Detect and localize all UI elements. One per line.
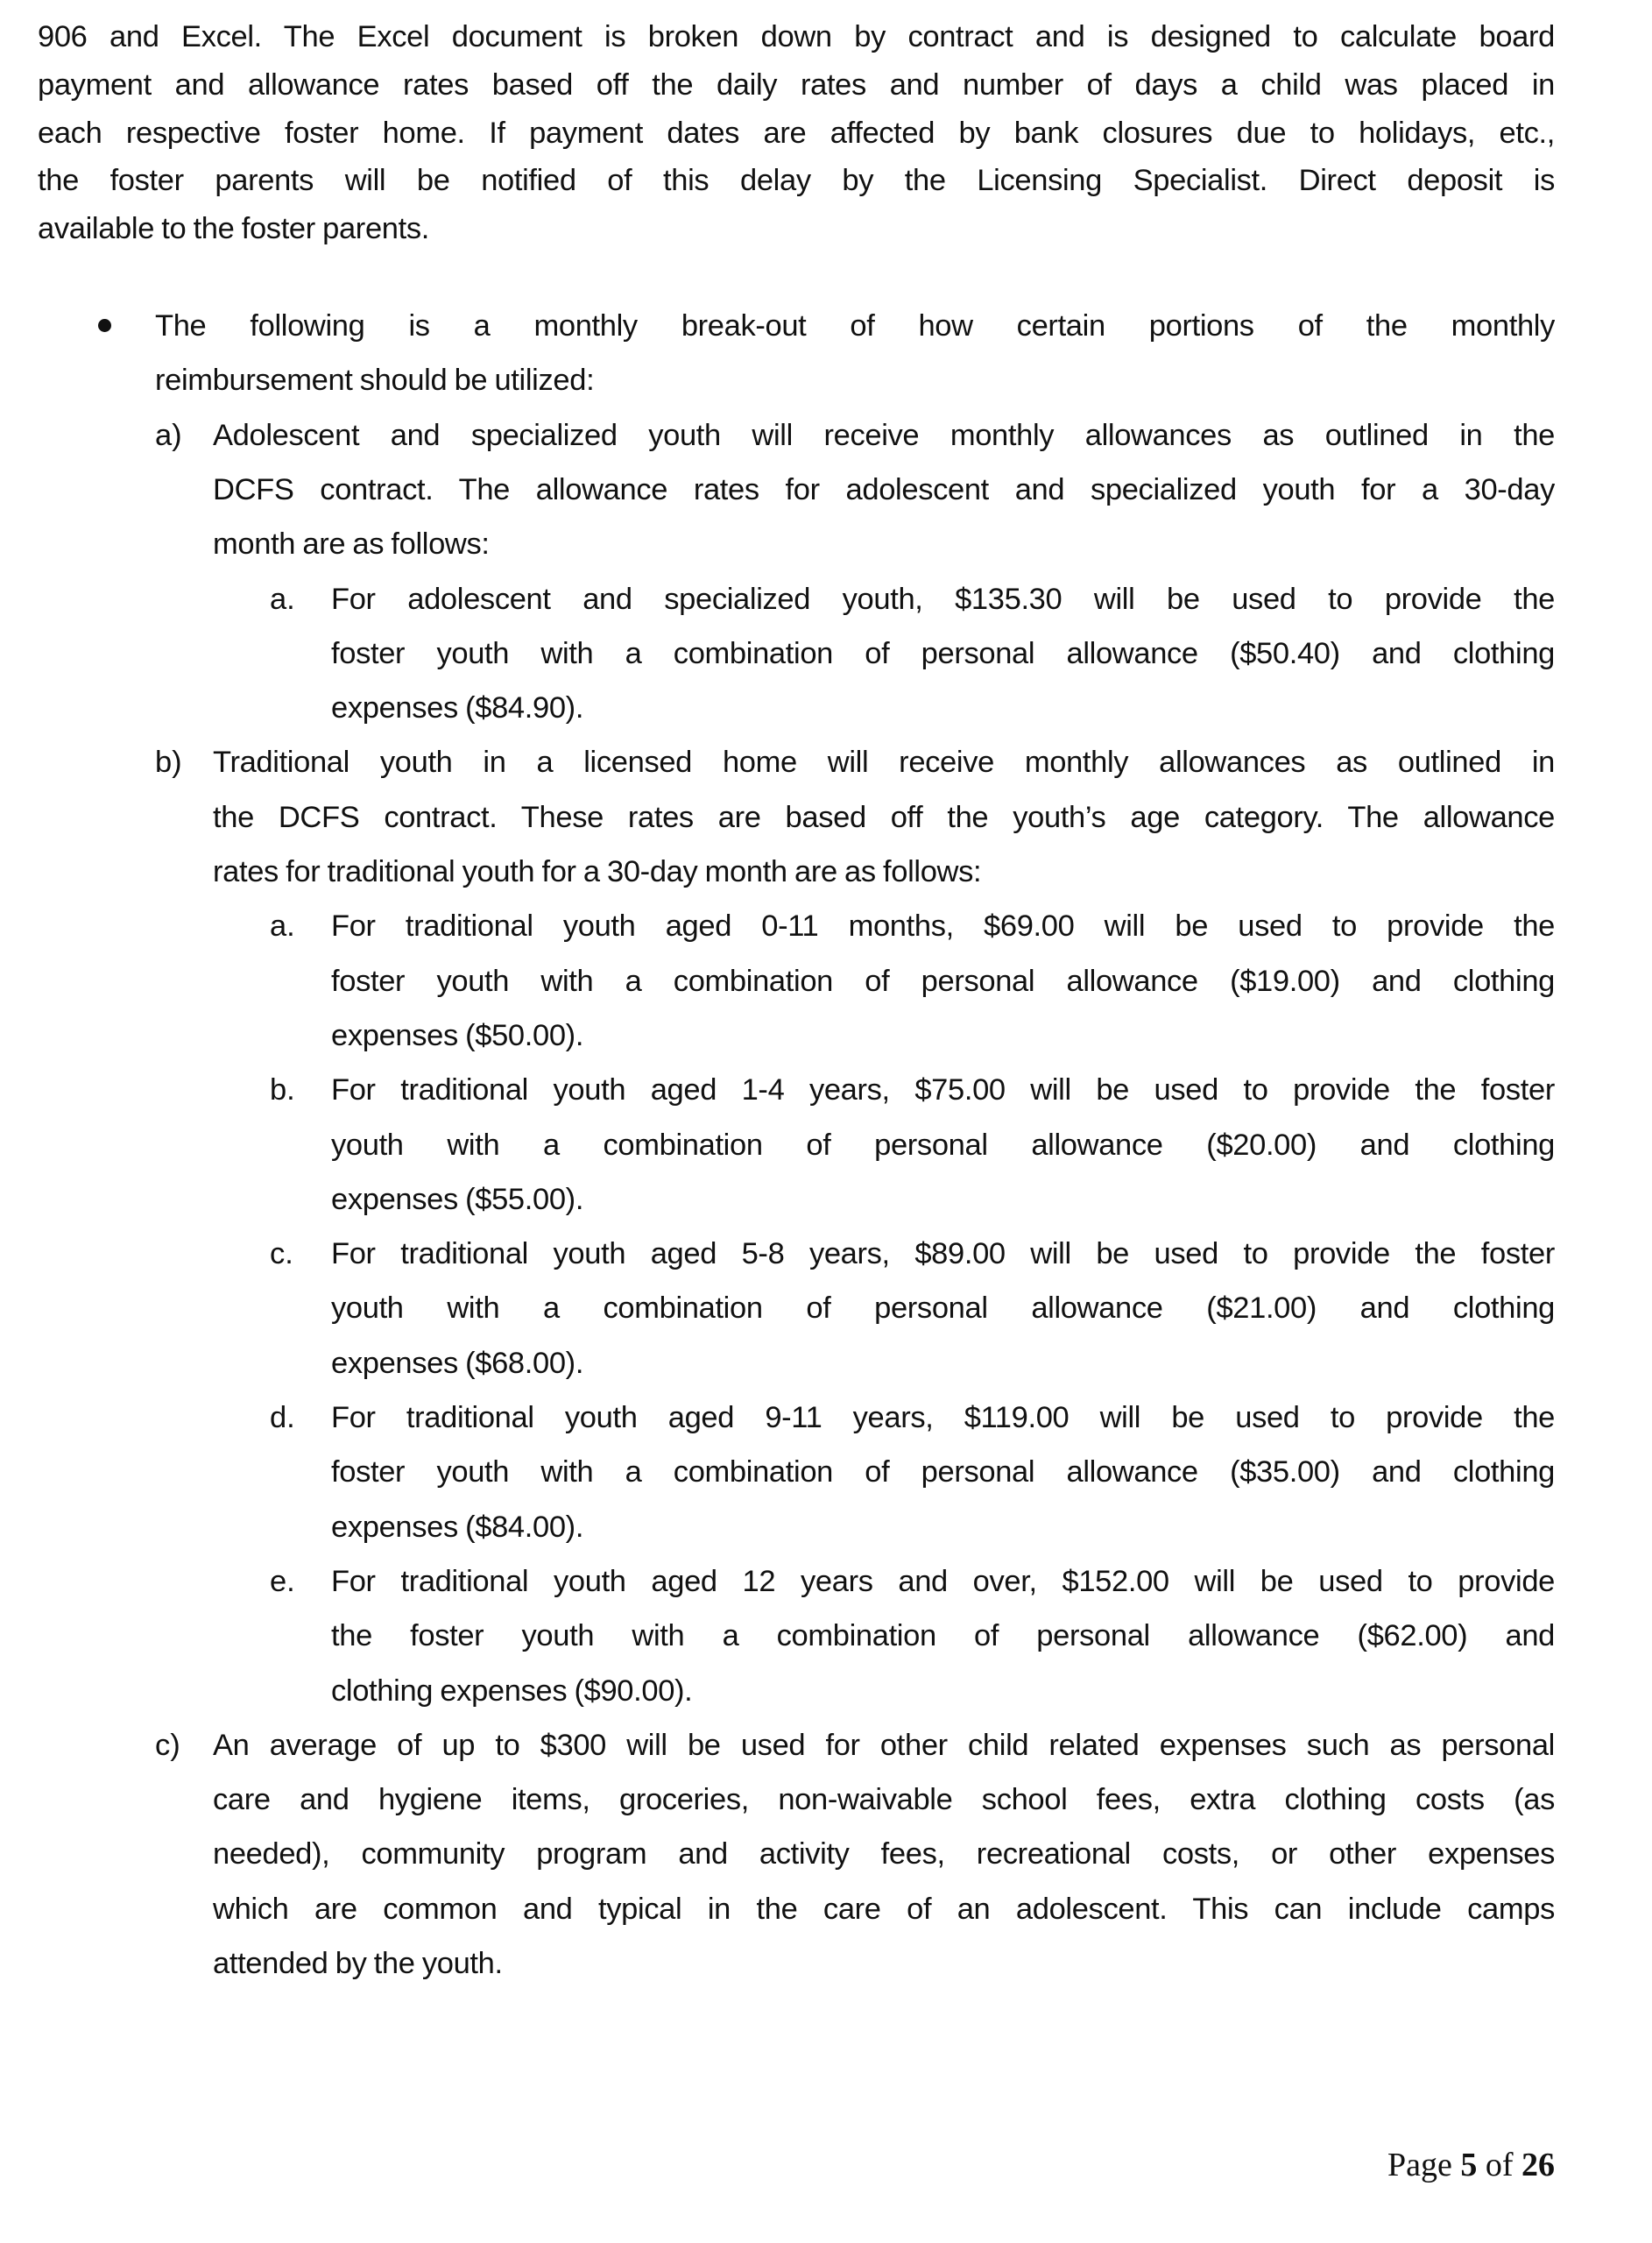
sub-list-item-line: youth with a combination of personal allowance ($21.00) and clothing — [331, 1291, 1555, 1326]
intro-line: payment and allowance rates based off the daily rates and number of days a child was placed in — [38, 67, 1555, 102]
list-item-line: needed), community program and activity fees, recreational costs, or other expenses — [213, 1837, 1555, 1872]
sub-list-item-line: youth with a combination of personal allowance ($20.00) and clothing — [331, 1128, 1555, 1162]
sub-list-item-marker: d. — [270, 1401, 295, 1434]
list-item-marker: a) — [155, 418, 182, 452]
sub-list-item-marker: a. — [270, 909, 295, 944]
sub-list-item-line: For traditional youth aged 9-11 years, $119.00 will be used to provide the — [331, 1401, 1555, 1434]
sub-list-item-line: foster youth with a combination of personal allowance ($35.00) and clothing — [331, 1455, 1555, 1489]
bullet-text-line: The following is a monthly break-out of how certain portions of the monthly — [155, 309, 1555, 343]
sub-list-item-line: foster youth with a combination of personal allowance ($50.40) and clothing — [331, 636, 1555, 670]
intro-line: 906 and Excel. The Excel document is broken down by contract and is designed to calculate board — [38, 20, 1555, 53]
sub-list-item-line: expenses ($55.00). — [331, 1182, 584, 1216]
sub-list-item-line: foster youth with a combination of personal allowance ($19.00) and clothing — [331, 964, 1555, 998]
page-label: Page — [1387, 2147, 1452, 2183]
list-item-line: DCFS contract. The allowance rates for adolescent and specialized youth for a 30-day — [213, 472, 1555, 506]
page-of-label: of — [1485, 2147, 1514, 2183]
list-item-line: Adolescent and specialized youth will receive monthly allowances as outlined in the — [213, 418, 1555, 452]
sub-list-item-line: For traditional youth aged 12 years and over, $152.00 will be used to provide — [331, 1564, 1555, 1598]
sub-list-item-line: For adolescent and specialized youth, $135.30 will be used to provide the — [331, 582, 1555, 616]
intro-line: available to the foster parents. — [38, 212, 429, 246]
bullet-icon — [98, 319, 111, 332]
bullet-text-line: reimbursement should be utilized: — [155, 364, 595, 398]
list-item-marker: b) — [155, 746, 182, 780]
list-item-line: attended by the youth. — [213, 1947, 503, 1980]
sub-list-item-marker: c. — [270, 1237, 293, 1271]
sub-list-item-line: For traditional youth aged 5-8 years, $89.00 will be used to provide the foster — [331, 1237, 1555, 1271]
list-item-line: care and hygiene items, groceries, non-waivable school fees, extra clothing costs (as — [213, 1783, 1555, 1817]
sub-list-item-line: expenses ($84.00). — [331, 1510, 584, 1544]
page-number-footer — [1387, 2146, 1555, 2184]
sub-list-item-line: expenses ($68.00). — [331, 1346, 584, 1380]
sub-list-item-line: expenses ($50.00). — [331, 1018, 584, 1052]
sub-list-item-line: For traditional youth aged 1-4 years, $75.00 will be used to provide the foster — [331, 1073, 1555, 1107]
intro-line: the foster parents will be notified of this delay by the Licensing Specialist. Direct deposit is — [38, 164, 1555, 198]
total-page-count: 26 — [1521, 2147, 1555, 2183]
list-item-line: the DCFS contract. These rates are based off the youth’s age category. The allowance — [213, 800, 1555, 834]
sub-list-item-line: clothing expenses ($90.00). — [331, 1673, 693, 1708]
list-item-line: which are common and typical in the care of an adolescent. This can include camps — [213, 1892, 1555, 1926]
intro-line: each respective foster home. If payment dates are affected by bank closures due to holidays, etc., — [38, 116, 1555, 150]
current-page-number: 5 — [1460, 2147, 1478, 2183]
list-item-line: An average of up to $300 will be used for other child related expenses such as personal — [213, 1728, 1555, 1762]
sub-list-item-marker: b. — [270, 1073, 295, 1107]
list-item-line: month are as follows: — [213, 527, 490, 562]
sub-list-item-line: the foster youth with a combination of personal allowance ($62.00) and — [331, 1619, 1555, 1653]
sub-list-item-marker: e. — [270, 1564, 295, 1598]
list-item-line: Traditional youth in a licensed home will receive monthly allowances as outlined in — [213, 746, 1555, 780]
sub-list-item-line: For traditional youth aged 0-11 months, $69.00 will be used to provide the — [331, 909, 1555, 944]
sub-list-item-marker: a. — [270, 582, 295, 616]
list-item-line: rates for traditional youth for a 30-day month are as follows: — [213, 855, 982, 888]
sub-list-item-line: expenses ($84.90). — [331, 691, 584, 725]
list-item-marker: c) — [155, 1728, 180, 1762]
